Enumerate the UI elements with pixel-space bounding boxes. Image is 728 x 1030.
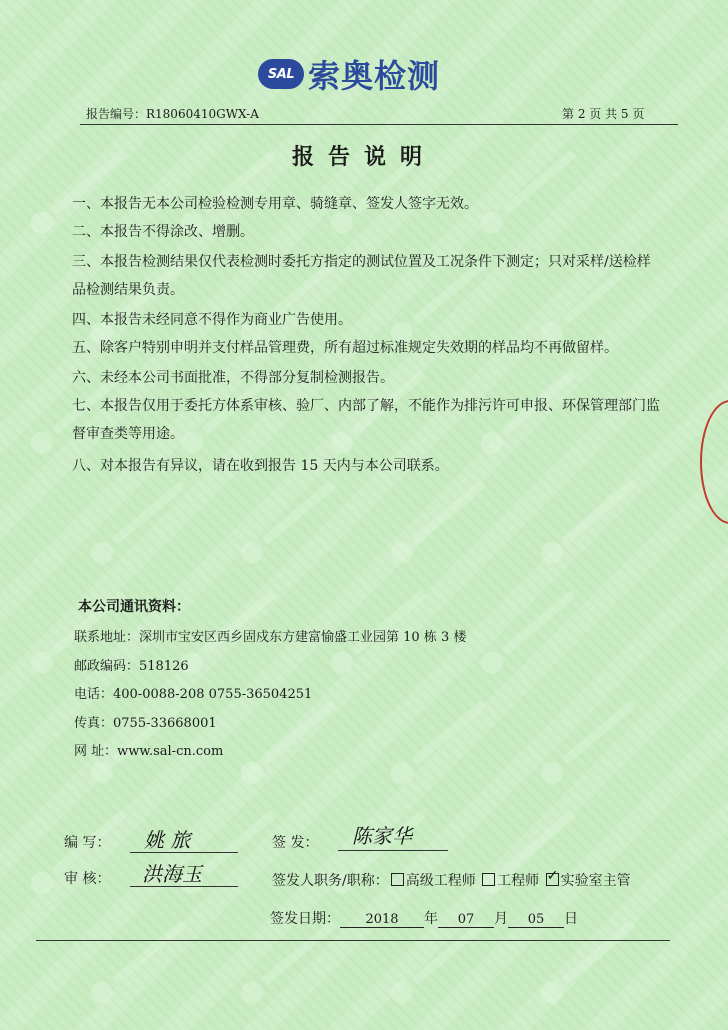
note-6: 六、未经本公司书面批准，不得部分复制检测报告。 bbox=[72, 370, 394, 386]
compiled-signature: 姚 旅 bbox=[144, 828, 191, 852]
watermark-tile bbox=[86, 914, 193, 1010]
month-unit: 月 bbox=[494, 911, 508, 927]
date-year: 2018 bbox=[340, 912, 424, 928]
note-8: 八、对本报告有异议，请在收到报告 15 天内与本公司联系。 bbox=[72, 458, 449, 474]
footer-divider bbox=[36, 940, 670, 941]
watermark-tile bbox=[86, 474, 193, 570]
watermark-tile bbox=[236, 694, 343, 790]
contact-phone: 电话：400-0088-208 0755-36504251 bbox=[74, 687, 313, 702]
watermark-tile bbox=[536, 914, 643, 1010]
logo-badge: SAL bbox=[258, 59, 304, 89]
note-3: 三、本报告检测结果仅代表检测时委托方指定的测试位置及工况条件下测定；只对采样/送检样品检测结果负责。 bbox=[72, 254, 651, 298]
contact-postcode: 邮政编码：518126 bbox=[74, 659, 189, 674]
date-label: 签发日期： bbox=[270, 911, 340, 927]
reviewed-label: 审 核： bbox=[64, 871, 111, 887]
watermark-tile bbox=[386, 914, 493, 1010]
checkbox-lab-supervisor[interactable] bbox=[546, 873, 559, 886]
position-row bbox=[272, 870, 631, 890]
reviewed-signature: 洪海玉 bbox=[142, 862, 202, 886]
date-day: 05 bbox=[508, 912, 564, 928]
compiled-line bbox=[130, 852, 238, 853]
note-5: 五、除客户特别申明并支付样品管理费，所有超过标准规定失效期的样品均不再做留样。 bbox=[72, 340, 618, 356]
company-logo bbox=[258, 54, 440, 94]
position-label: 签发人职务/职称： bbox=[272, 873, 389, 889]
report-number: 报告编号：R18060410GWX-A bbox=[86, 107, 259, 121]
checkbox-engineer[interactable] bbox=[482, 873, 495, 886]
watermark-tile bbox=[386, 474, 493, 570]
option-engineer: 工程师 bbox=[497, 873, 540, 889]
day-unit: 日 bbox=[564, 911, 578, 927]
year-unit: 年 bbox=[424, 911, 438, 927]
date-month: 07 bbox=[438, 912, 494, 928]
header-divider bbox=[80, 124, 678, 125]
contact-fax: 传真：0755-33668001 bbox=[74, 716, 217, 731]
note-4: 四、本报告未经同意不得作为商业广告使用。 bbox=[72, 312, 352, 328]
watermark-tile bbox=[236, 474, 343, 570]
logo-name: 索奥检测 bbox=[308, 57, 441, 95]
contact-address: 联系地址：深圳市宝安区西乡固戍东方建富愉盛工业园第 10 栋 3 楼 bbox=[74, 630, 467, 645]
issued-label: 签 发： bbox=[272, 835, 319, 851]
page-title: 报告说明 bbox=[291, 144, 436, 170]
note-1: 一、本报告无本公司检验检测专用章、骑缝章、签发人签字无效。 bbox=[72, 196, 478, 212]
partial-red-seal bbox=[700, 400, 728, 524]
issue-date-row bbox=[270, 908, 578, 928]
watermark-tile bbox=[536, 694, 643, 790]
issued-signature: 陈家华 bbox=[352, 824, 412, 848]
watermark-tile bbox=[236, 914, 343, 1010]
contact-title: 本公司通讯资料： bbox=[78, 599, 190, 615]
checkbox-senior-engineer[interactable] bbox=[391, 873, 404, 886]
note-7: 七、本报告仅用于委托方体系审核、验厂、内部了解，不能作为排污许可申报、环保管理部门监督审查类等用途。 bbox=[72, 398, 660, 442]
watermark-tile bbox=[536, 474, 643, 570]
compiled-label: 编 写： bbox=[64, 835, 111, 851]
contact-website: 网 址：www.sal-cn.com bbox=[74, 744, 224, 759]
watermark-tile bbox=[386, 694, 493, 790]
watermark-tile bbox=[476, 584, 583, 680]
option-senior-engineer: 高级工程师 bbox=[405, 873, 476, 889]
reviewed-line bbox=[130, 886, 238, 887]
issued-line bbox=[338, 850, 448, 851]
note-2: 二、本报告不得涂改、增删。 bbox=[72, 224, 254, 240]
option-lab-supervisor: 实验室主管 bbox=[560, 873, 631, 889]
page-indicator: 第 2 页 共 5 页 bbox=[562, 107, 645, 121]
